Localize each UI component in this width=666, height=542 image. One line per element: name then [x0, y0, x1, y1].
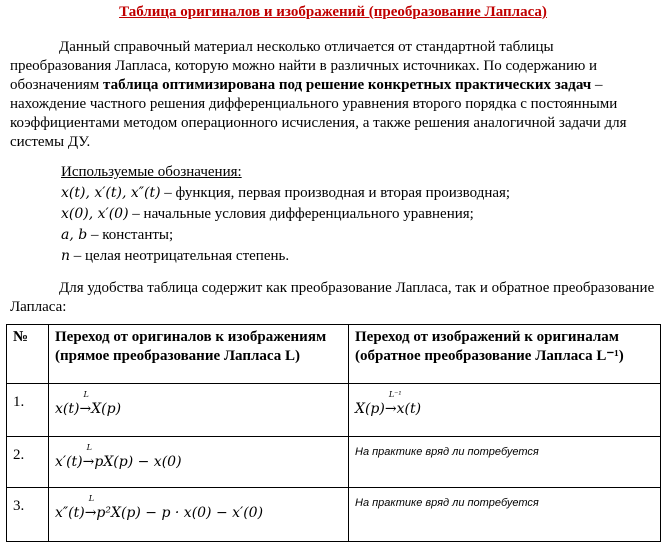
transform-arrow: L⁻¹ →	[384, 390, 402, 417]
notation-heading: Используемые обозначения:	[61, 164, 242, 180]
notation-item	[61, 204, 510, 225]
notation-symbols: n	[61, 248, 71, 264]
table-header-row	[7, 325, 661, 384]
formula-right: pX(p) − x(0)	[94, 454, 182, 470]
arrow-label: L	[83, 390, 89, 399]
intro-paragraph	[10, 38, 655, 152]
header-number: №	[7, 325, 49, 384]
notation-text: – функция, первая производная и вторая производная;	[160, 185, 511, 201]
notation-item	[61, 246, 510, 267]
formula-left: X(p)	[355, 401, 385, 417]
notation-item	[61, 183, 510, 204]
inverse-note: На практике вряд ли потребуется	[355, 446, 539, 458]
notation-symbols: x(0), x′(0)	[61, 206, 129, 222]
row-number: 3.	[7, 488, 49, 542]
inverse-formula-cell	[349, 488, 661, 542]
formula-right: p²X(p) − p · x(0) − x′(0)	[96, 505, 264, 521]
direct-formula-cell	[49, 384, 349, 437]
header-inverse-transform: Переход от изображений к оригиналам (обратное преобразование Лапласа L⁻¹)	[349, 325, 661, 384]
page-title: Таблица оригиналов и изображений (преобразование Лапласа)	[119, 4, 547, 20]
transform-arrow: L →	[82, 443, 95, 470]
formula-left: x(t)	[55, 401, 80, 417]
direct-formula	[55, 494, 264, 521]
table-row	[7, 384, 661, 437]
laplace-table	[6, 324, 661, 542]
formula-left: x″(t)	[55, 505, 85, 521]
header-direct-transform: Переход от оригиналов к изображениям (прямое преобразование Лапласа L)	[49, 325, 349, 384]
direct-formula-cell	[49, 437, 349, 488]
direct-formula	[55, 390, 122, 417]
notation-symbols: x(t), x′(t), x″(t)	[61, 185, 161, 201]
inverse-note: На практике вряд ли потребуется	[355, 497, 539, 509]
table-row	[7, 488, 661, 542]
notation-symbols: a, b	[61, 227, 88, 243]
table-intro-paragraph: Для удобства таблица содержит как преобразование Лапласа, так и обратное преобразование Лапласа:	[10, 280, 655, 315]
direct-formula	[55, 443, 182, 470]
notation-text: – константы;	[87, 227, 174, 243]
formula-right: X(p)	[91, 401, 122, 417]
notation-item	[61, 225, 510, 246]
transform-arrow: L →	[84, 494, 97, 521]
inverse-formula	[355, 390, 422, 417]
formula-right: x(t)	[396, 401, 422, 417]
inverse-formula-cell	[349, 384, 661, 437]
arrow-label: L	[88, 494, 94, 503]
arrow-label: L	[86, 443, 92, 452]
transform-arrow: L →	[79, 390, 92, 417]
table-row	[7, 437, 661, 488]
intro-bold-text: таблица оптимизирована под решение конкретных практических задач	[103, 77, 592, 93]
notation-list	[61, 162, 510, 267]
notation-text: – целая неотрицательная степень.	[70, 248, 290, 264]
inverse-formula-cell	[349, 437, 661, 488]
formula-left: x′(t)	[55, 454, 83, 470]
direct-formula-cell	[49, 488, 349, 542]
intro-text-1: Данный справочный материал несколько отличается от стандартной таблицы преобразования Лапласа, которую можно найти в различных источниках. По содержанию и обозначениям	[10, 39, 598, 93]
row-number: 2.	[7, 437, 49, 488]
intro-text-2: – нахождение частного решения дифференциального уравнения второго порядка с постоянными коэффициентами методом операционного исчисления, а также решения аналогичной задачи для системы ДУ.	[10, 77, 627, 150]
arrow-label: L⁻¹	[388, 390, 402, 399]
notation-text: – начальные условия дифференциального уравнения;	[128, 206, 474, 222]
row-number: 1.	[7, 384, 49, 437]
